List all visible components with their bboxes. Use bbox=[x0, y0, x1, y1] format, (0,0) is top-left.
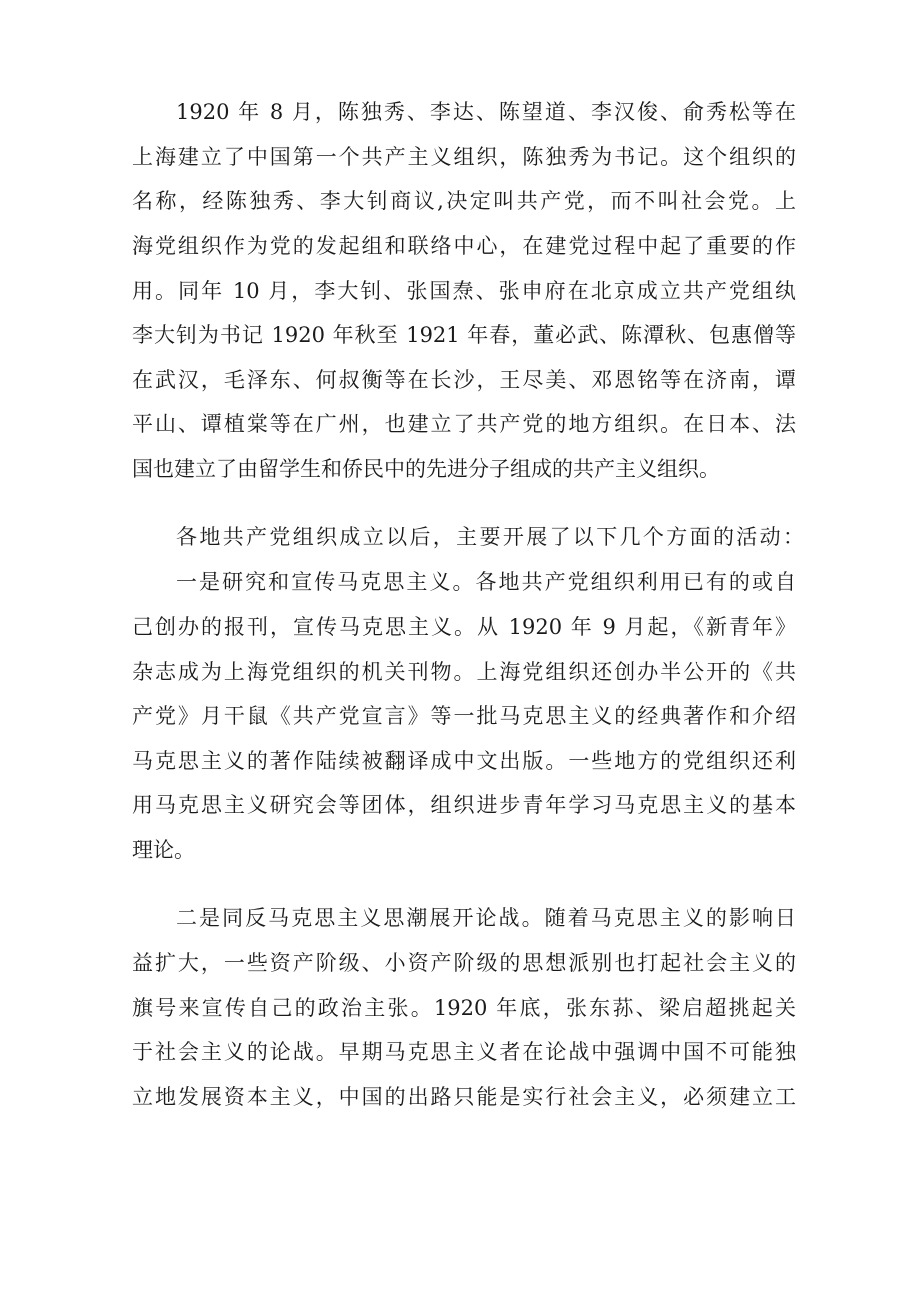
paragraph-4-line-3: 旗号来宣传自己的政治主张。1920 年底，张东荪、梁启超挑起关 bbox=[132, 996, 796, 1020]
paragraph-1-line-7: 在武汉，毛泽东、何叔衡等在长沙，王尽美、邓恩铭等在济南，谭 bbox=[132, 368, 796, 392]
paragraph-3-line-4: 产党》月干鼠《共产党宣言》等一批马克思主义的经典著作和介绍 bbox=[132, 704, 796, 728]
paragraph-3-line-5: 马克思主义的著作陆续被翻译成中文出版。一些地方的党组织还利 bbox=[132, 749, 796, 773]
paragraph-1-line-1: 1920 年 8 月，陈独秀、李达、陈望道、李汉俊、俞秀松等在 bbox=[176, 100, 796, 124]
paragraph-3-line-2: 己创办的报刊，宣传马克思主义。从 1920 年 9 月起，《新青年》 bbox=[132, 615, 796, 639]
paragraph-4-line-4: 于社会主义的论战。早期马克思主义者在论战中强调中国不可能独 bbox=[132, 1040, 796, 1064]
paragraph-1-line-9: 国也建立了由留学生和侨民中的先进分子组成的共产主义组织。 bbox=[132, 457, 720, 481]
paragraph-1-line-3: 名称，经陈独秀、李大钊商议,决定叫共产党，而不叫社会党。上 bbox=[132, 189, 796, 213]
paragraph-1-line-4: 海党组织作为党的发起组和联络中心，在建党过程中起了重要的作 bbox=[132, 234, 796, 258]
paragraph-4-line-1: 二是同反马克思主义思潮展开论战。随着马克思主义的影响日 bbox=[176, 906, 796, 930]
paragraph-1-line-6: 李大钊为书记 1920 年秋至 1921 年春，董必武、陈潭秋、包惠僧等 bbox=[132, 323, 796, 347]
paragraph-3-line-7: 理论。 bbox=[132, 838, 195, 862]
paragraph-4-line-5: 立地发展资本主义，中国的出路只能是实行社会主义，必须建立工 bbox=[132, 1085, 796, 1109]
paragraph-1-line-2: 上海建立了中国第一个共产主义组织，陈独秀为书记。这个组织的 bbox=[132, 145, 796, 169]
paragraph-3-line-1: 一是研究和宣传马克思主义。各地共产党组织利用已有的或自 bbox=[176, 570, 796, 594]
paragraph-1-line-8: 平山、谭植棠等在广州，也建立了共产党的地方组织。在日本、法 bbox=[132, 412, 796, 436]
paragraph-2-line-1: 各地共产党组织成立以后，主要开展了以下几个方面的活动： bbox=[176, 525, 804, 549]
paragraph-3-line-3: 杂志成为上海党组织的机关刊物。上海党组织还创办半公开的《共 bbox=[132, 660, 796, 684]
paragraph-1-line-5: 用。同年 10 月，李大钊、张国焘、张申府在北京成立共产党组纨 bbox=[132, 279, 796, 303]
paragraph-3-line-6: 用马克思主义研究会等团体，组织进步青年学习马克思主义的基本 bbox=[132, 793, 796, 817]
paragraph-4-line-2: 益扩大，一些资产阶级、小资产阶级的思想派别也打起社会主义的 bbox=[132, 951, 796, 975]
